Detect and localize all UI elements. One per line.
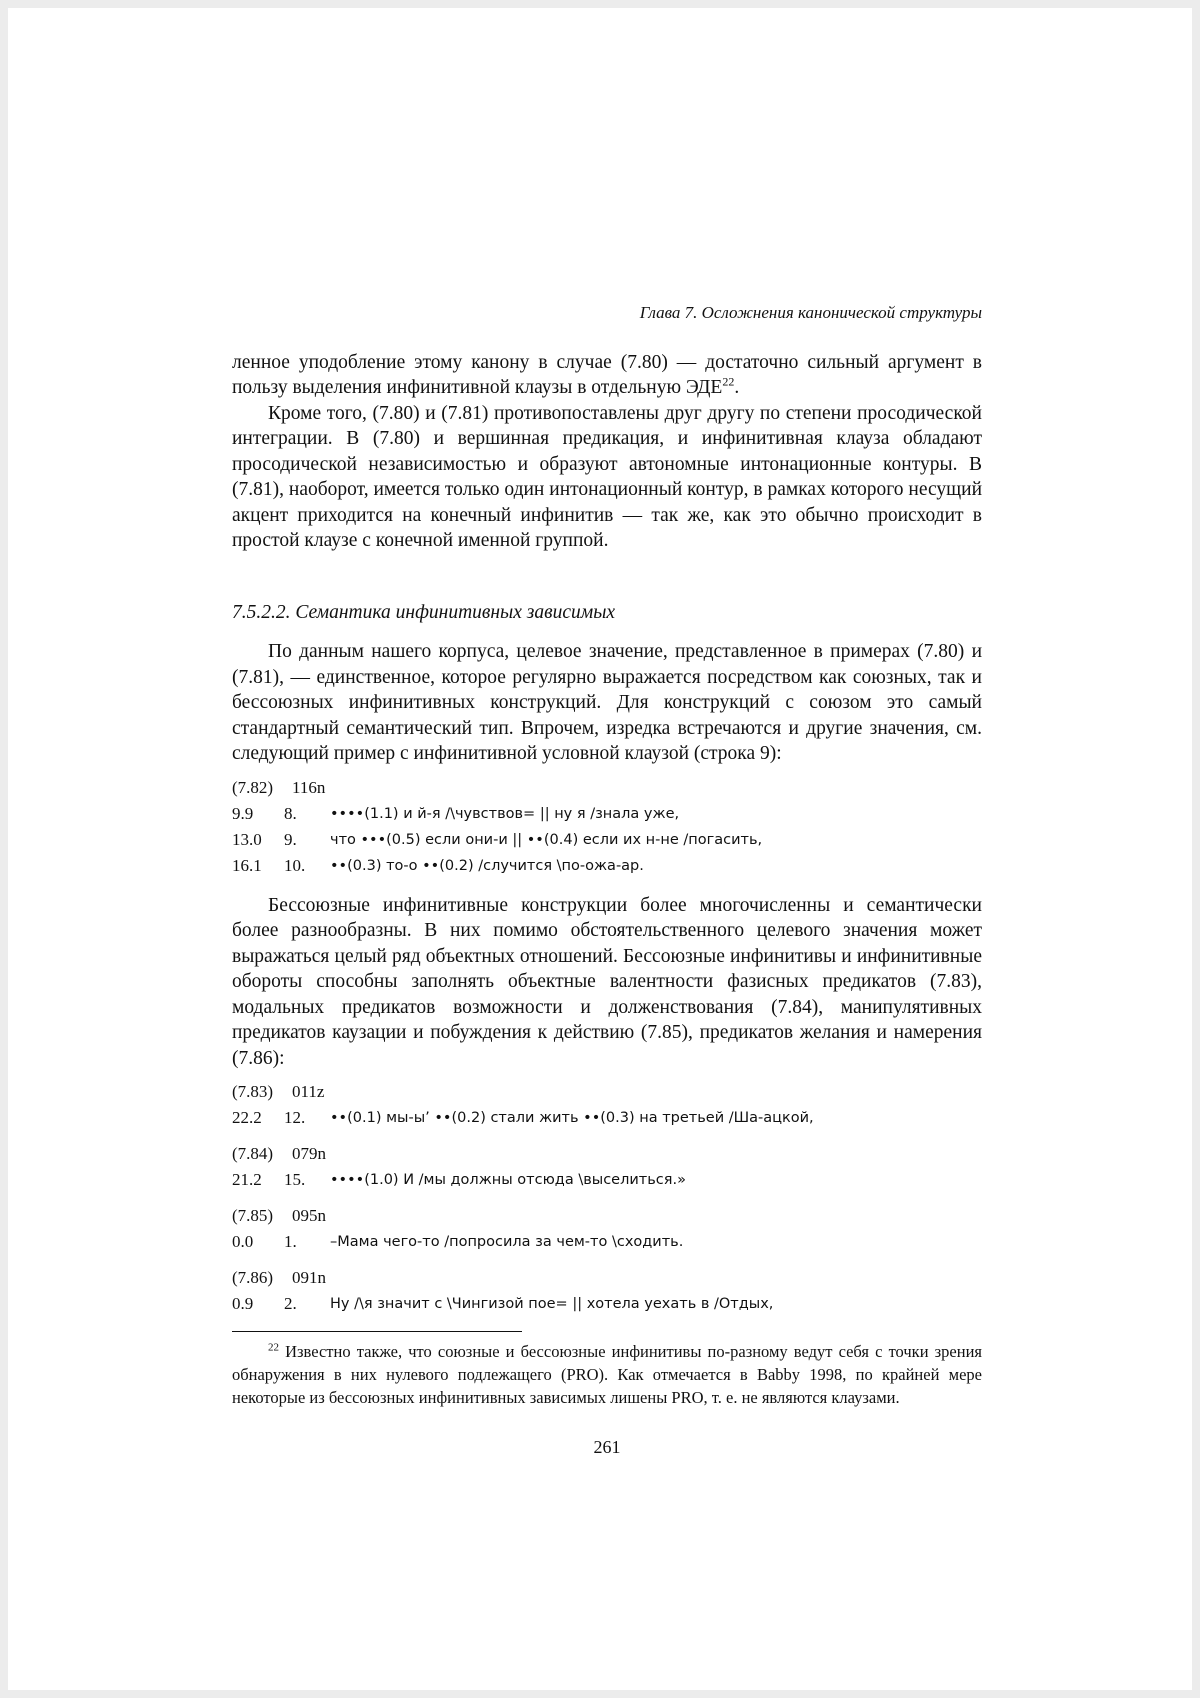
line-number: 15. <box>284 1170 306 1189</box>
example-7-84 <box>232 1141 982 1193</box>
transcript-text: ••••(1.0) И /мы должны отсюда \выселиться.» <box>330 1172 686 1188</box>
paragraph: Кроме того, (7.80) и (7.81) противопоставлены друг другу по степени просодической интеграции. В (7.80) и вершинная предикация, и инфинитивная клауза обладают просодической независимостью и образуют автономные интонационные контуры. В (7.81), наоборот, имеется только один интонационный контур, в рамках которого несущий акцент приходится на конечный инфинитив — так же, как это обычно происходит в простой клаузе с конечной именной группой. <box>232 402 982 551</box>
paragraph-tail: . <box>734 377 740 398</box>
example-header <box>232 775 982 801</box>
example-number: (7.85) <box>232 1206 274 1225</box>
transcript-line <box>232 1229 982 1255</box>
timestamp: 21.2 <box>232 1170 262 1189</box>
example-7-86 <box>232 1265 982 1317</box>
example-number: (7.86) <box>232 1268 274 1287</box>
paragraph <box>232 350 982 401</box>
transcript-text: –Мама чего-то /попросила за чем-то \сходить. <box>330 1234 684 1250</box>
line-number: 10. <box>284 855 306 875</box>
line-number: 12. <box>284 1108 306 1127</box>
line-number: 9. <box>284 829 297 849</box>
transcript-line <box>232 853 982 879</box>
example-number: (7.84) <box>232 1144 274 1163</box>
footnote-number: 22 <box>268 1341 279 1354</box>
example-id: 095n <box>292 1206 326 1225</box>
example-7-85 <box>232 1203 982 1255</box>
paragraph: Бессоюзные инфинитивные конструкции более многочисленны и семантически более разнообразны. В них помимо обстоятельственного целевого значения может выражаться целый ряд объектных отношений. Бессоюзные инфинитивы и инфинитивные обороты способны заполнять объектные валентности фазисных предикатов (7.83), модальных предикатов возможности и долженствования (7.84), манипулятивных предикатов каузации и побуждения к действию (7.85), предикатов желания и намерения (7.86): <box>232 894 982 1069</box>
line-number: 1. <box>284 1232 297 1251</box>
example-id: 011z <box>292 1082 325 1101</box>
timestamp: 22.2 <box>232 1108 262 1127</box>
line-number: 8. <box>284 803 297 823</box>
transcript-line <box>232 1105 982 1131</box>
timestamp: 0.0 <box>232 1232 254 1251</box>
example-header <box>232 1203 982 1229</box>
example-id: 116n <box>292 777 326 797</box>
example-number: (7.82) <box>232 777 274 797</box>
section-heading: 7.5.2.2. Семантика инфинитивных зависимых <box>232 601 616 623</box>
footnote-ref: 22 <box>722 374 735 389</box>
transcript-text: ••(0.1) мы-ы’ ••(0.2) стали жить ••(0.3) на третьей /Ша-ацкой, <box>330 1110 814 1126</box>
timestamp: 13.0 <box>232 829 262 849</box>
footnote-text: Известно также, что союзные и бессоюзные инфинитивы по-разному ведут себя с точки зрения обнаружения в них нулевого подлежащего (PRO). Как отмечается в Babby 1998, по крайней мере некоторые из бессоюзных инфинитивных зависимых лишены PRO, т. е. не являются клаузами. <box>232 1342 982 1407</box>
example-header <box>232 1141 982 1167</box>
transcript-text: Ну /\я значит с \Чингизой пое= || хотела уехать в /Отдых, <box>330 1296 774 1312</box>
example-number: (7.83) <box>232 1082 274 1101</box>
transcript-line <box>232 801 982 827</box>
timestamp: 16.1 <box>232 855 262 875</box>
page-content <box>232 300 982 1461</box>
footnote-divider <box>232 1331 522 1332</box>
timestamp: 0.9 <box>232 1294 254 1313</box>
timestamp: 9.9 <box>232 803 254 823</box>
footnote <box>232 1340 982 1409</box>
page <box>8 8 1192 1690</box>
example-7-83 <box>232 1079 982 1131</box>
example-header <box>232 1079 982 1105</box>
line-number: 2. <box>284 1294 297 1313</box>
paragraph: По данным нашего корпуса, целевое значение, представленное в примерах (7.80) и (7.81), — единственное, которое регулярно выражается посредством как союзных, так и бессоюзных инфинитивных конструкций. Для конструкций с союзом это самый стандартный семантический тип. Впрочем, изредка встречаются и другие значения, см. следующий пример с инфинитивной условной клаузой (строка 9): <box>232 641 982 764</box>
example-7-82 <box>232 775 982 879</box>
example-header <box>232 1265 982 1291</box>
transcript-line <box>232 1291 982 1317</box>
paragraph-text: ленное уподобление этому канону в случае (7.80) — достаточно сильный аргумент в пользу выделения инфинитивной клаузы в отдельную ЭДЕ <box>232 351 982 398</box>
transcript-text: ••(0.3) то-о ••(0.2) /случится \по-ожа-ар. <box>330 857 644 874</box>
page-number: 261 <box>593 1437 621 1457</box>
transcript-line <box>232 1167 982 1193</box>
transcript-text: что •••(0.5) если они-и || ••(0.4) если их н-не /погасить, <box>330 831 763 848</box>
transcript-line <box>232 827 982 853</box>
example-id: 079n <box>292 1144 326 1163</box>
running-head: Глава 7. Осложнения канонической структуры <box>639 303 982 322</box>
example-id: 091n <box>292 1268 326 1287</box>
transcript-text: ••••(1.1) и й-я /\чувствов= || ну я /знала уже, <box>330 805 680 822</box>
